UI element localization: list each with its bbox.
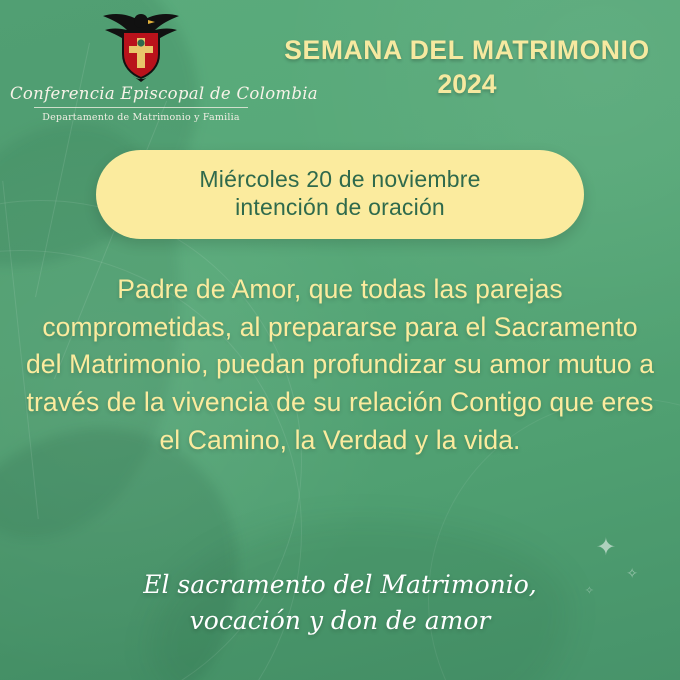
campaign-slogan xyxy=(0,567,680,638)
date-pill-line-1: Miércoles 20 de noviembre xyxy=(199,166,481,192)
poster-title-block xyxy=(272,8,662,102)
sparkle-icon: ✦ xyxy=(595,534,616,561)
date-pill xyxy=(96,150,584,239)
sparkle-icon: ✧ xyxy=(626,565,638,581)
organization-name: Conferencia Episcopal de Colombia xyxy=(10,84,318,103)
brand-divider xyxy=(34,107,248,108)
coat-of-arms-icon xyxy=(10,10,272,82)
date-pill-line-2: intención de oración xyxy=(235,194,445,221)
poster-header xyxy=(0,0,680,132)
poster-year: 2024 xyxy=(437,68,497,99)
organization-department: Departamento de Matrimonio y Familia xyxy=(42,112,240,123)
organization-brand xyxy=(10,8,318,123)
slogan-line-1: El sacramento del Matrimonio, xyxy=(143,570,537,599)
slogan-line-2: vocación y don de amor xyxy=(189,605,491,635)
sparkle-icon: ✧ xyxy=(584,585,594,597)
date-pill-wrapper xyxy=(0,150,680,239)
prayer-text: Padre de Amor, que todas las parejas comprometidas, al prepararse para el Sacramento del Matrimonio, puedan profundizar su amor mutuo a través de la vivencia de su relación Contigo que eres el Camino, la Verdad y la vida. xyxy=(25,274,655,455)
poster-title: SEMANA DEL MATRIMONIO xyxy=(284,35,650,65)
